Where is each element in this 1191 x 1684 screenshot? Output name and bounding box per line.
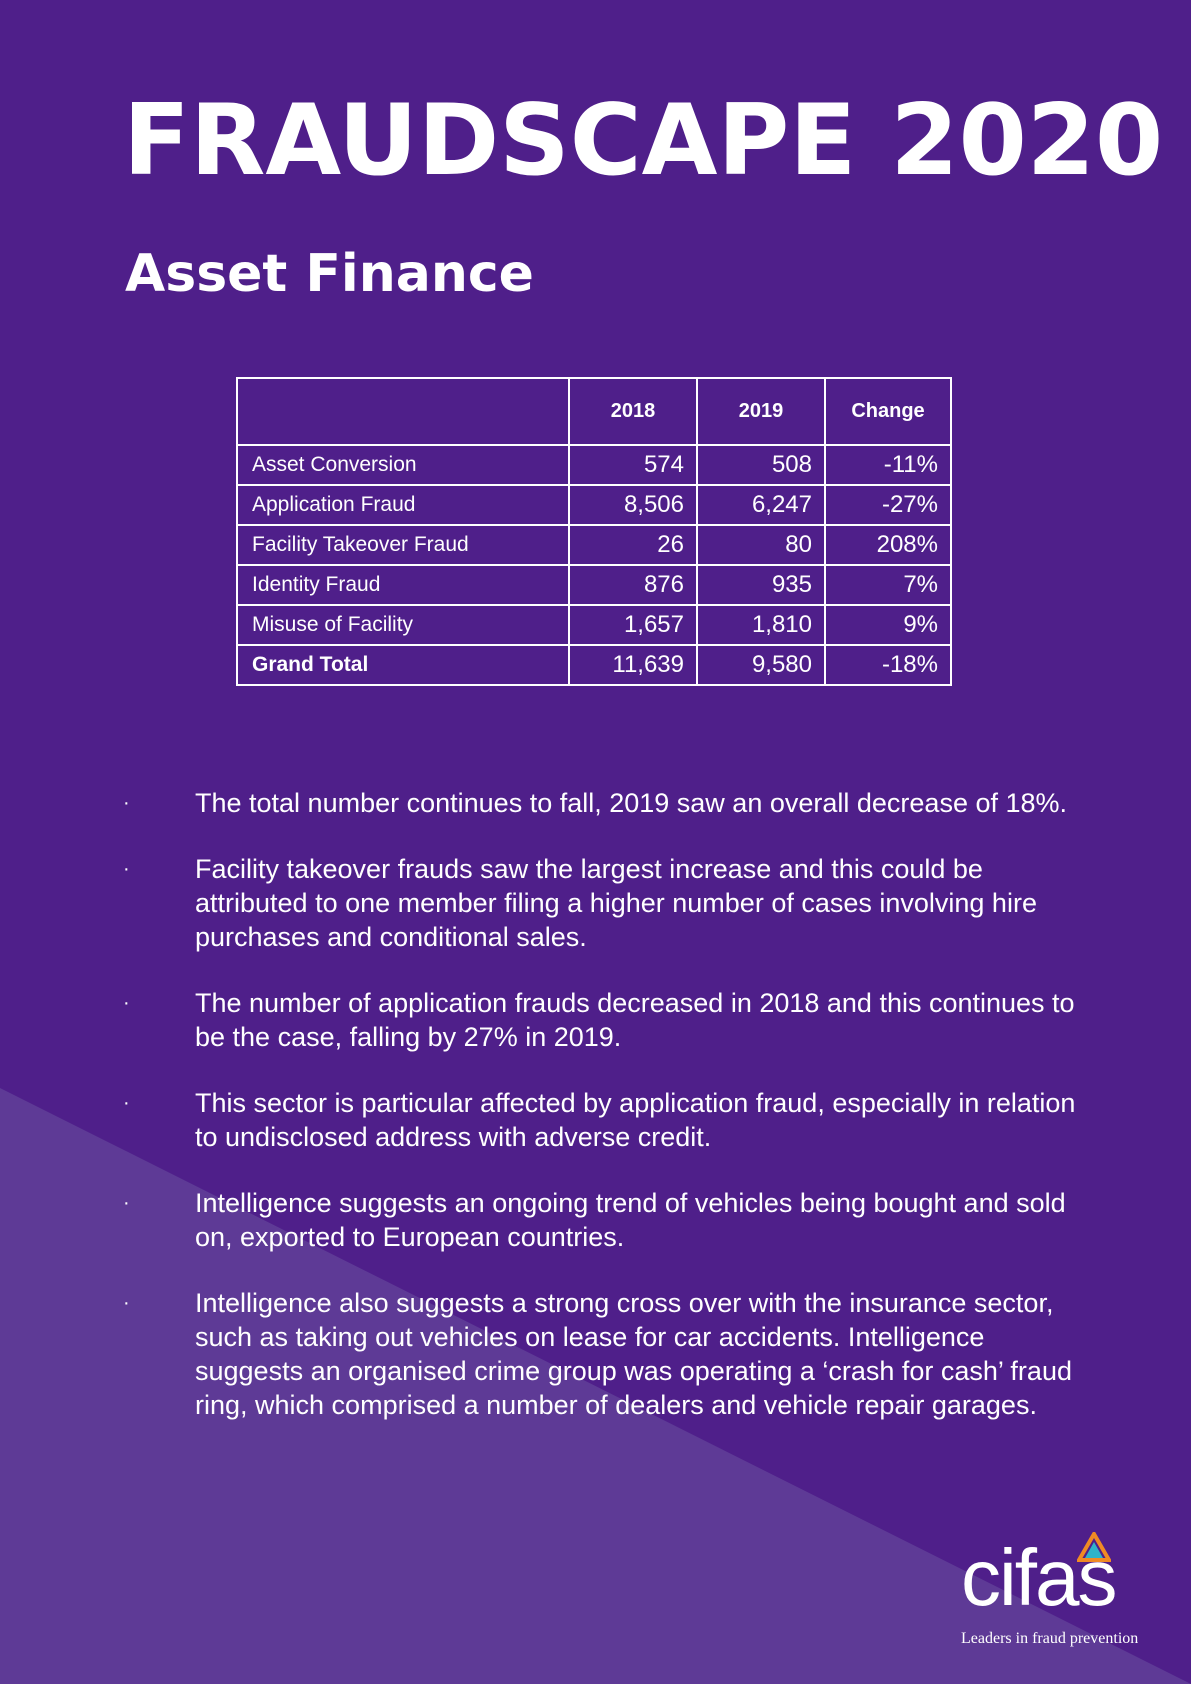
header-2019: 2019: [697, 378, 825, 445]
list-item-text: Facility takeover frauds saw the largest increase and this could be attributed to one member filing a higher number of cases involving hire purchases and conditional sales.: [195, 854, 1037, 952]
fraud-table: [236, 377, 952, 686]
table-header-row: [237, 378, 951, 445]
value-change: 208%: [825, 525, 951, 565]
list-item-text: The number of application frauds decreased in 2018 and this continues to be the case, falling by 27% in 2019.: [195, 988, 1075, 1052]
header-2018: 2018: [569, 378, 697, 445]
cifas-logo: [955, 1533, 1165, 1658]
value-2019: 935: [697, 565, 825, 605]
row-label: Misuse of Facility: [237, 605, 569, 645]
value-2018: 26: [569, 525, 697, 565]
list-item: [123, 986, 1083, 1054]
bullet-marker: ·: [123, 992, 130, 1014]
list-item-text: The total number continues to fall, 2019 saw an overall decrease of 18%.: [195, 788, 1068, 818]
row-label: Facility Takeover Fraud: [237, 525, 569, 565]
list-item: [123, 852, 1083, 954]
value-change: -27%: [825, 485, 951, 525]
list-item: [123, 1086, 1083, 1154]
table-row: [237, 605, 951, 645]
row-label: Identity Fraud: [237, 565, 569, 605]
value-2018: 11,639: [569, 645, 697, 685]
row-label: Grand Total: [237, 645, 569, 685]
table-row: [237, 565, 951, 605]
bullet-marker: ·: [123, 1292, 130, 1314]
value-2019: 80: [697, 525, 825, 565]
list-item-text: This sector is particular affected by application fraud, especially in relation to undisclosed address with adverse credit.: [195, 1088, 1076, 1152]
logo-wordmark: cifas: [961, 1533, 1116, 1622]
header-empty-cell: [237, 378, 569, 445]
value-2018: 876: [569, 565, 697, 605]
list-item-text: Intelligence suggests an ongoing trend of vehicles being bought and sold on, exported to European countries.: [195, 1188, 1066, 1252]
value-change: 7%: [825, 565, 951, 605]
value-change: -18%: [825, 645, 951, 685]
row-label: Asset Conversion: [237, 445, 569, 485]
value-2019: 9,580: [697, 645, 825, 685]
bullet-marker: ·: [123, 1092, 130, 1114]
list-item-text: Intelligence also suggests a strong cross over with the insurance sector, such as taking out vehicles on lease for car accidents. Intelligence suggests an organised crime group was operating a ‘crash for cash’ fraud ring, which comprised a number of dealers and vehicle repair garages.: [195, 1288, 1072, 1420]
value-2019: 1,810: [697, 605, 825, 645]
findings-list: [123, 786, 1083, 1454]
value-2018: 574: [569, 445, 697, 485]
table-row: [237, 525, 951, 565]
list-item: [123, 1186, 1083, 1254]
header-change: Change: [825, 378, 951, 445]
table-row: [237, 485, 951, 525]
table-row: [237, 445, 951, 485]
bullet-marker: ·: [123, 1192, 130, 1214]
logo-tagline: Leaders in fraud prevention: [961, 1630, 1139, 1647]
bullet-marker: ·: [123, 792, 130, 814]
value-2018: 8,506: [569, 485, 697, 525]
value-2018: 1,657: [569, 605, 697, 645]
value-2019: 508: [697, 445, 825, 485]
bullet-marker: ·: [123, 858, 130, 880]
page-title: FRAUDSCAPE 2020: [123, 84, 1164, 198]
list-item: [123, 1286, 1083, 1422]
table-total-row: [237, 645, 951, 685]
list-item: [123, 786, 1083, 820]
value-change: 9%: [825, 605, 951, 645]
row-label: Application Fraud: [237, 485, 569, 525]
value-change: -11%: [825, 445, 951, 485]
value-2019: 6,247: [697, 485, 825, 525]
page-subtitle: Asset Finance: [125, 244, 534, 304]
